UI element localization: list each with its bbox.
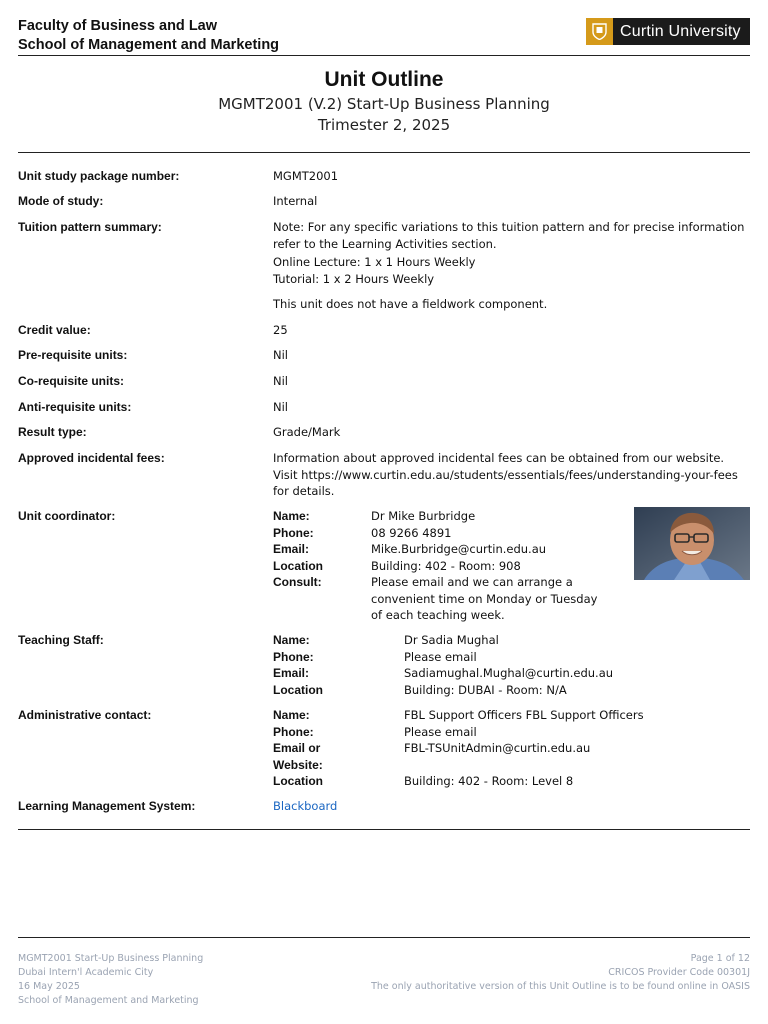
shield-icon [586,18,613,45]
coordinator-phone: 08 9266 4891 [371,525,452,540]
term-title: Trimester 2, 2025 [317,116,451,134]
admin-email-label-1: Email or [273,741,321,755]
admin-location-label: Location [273,774,323,788]
coordinator-email-label: Email: [273,542,310,556]
faculty-name: Faculty of Business and Law [18,18,218,34]
admin-name-label: Name: [273,708,310,722]
antireq-value: Nil [273,400,288,414]
coordinator-name: Dr Mike Burbridge [371,509,476,523]
coordinator-photo [634,507,750,580]
coordinator-location: Building: 402 - Room: 908 [371,558,521,573]
footer-right [371,952,750,994]
school-name: School of Management and Marketing [18,37,280,53]
footer-page: Page 1 of 12 [690,953,750,964]
coordinator-phone-label: Phone: [273,525,314,540]
coordinator-email[interactable]: Mike.Burbridge@curtin.edu.au [371,542,547,556]
lms-label: Learning Management System: [18,799,196,813]
result-value: Grade/Mark [273,425,341,439]
admin-email[interactable]: FBL-TSUnitAdmin@curtin.edu.au [404,741,591,755]
footer-campus: Dubai Intern'l Academic City [18,967,154,978]
teaching-email-label: Email: [273,666,310,680]
footer-authority: The only authoritative version of this Unit Outline is to be found online in OASIS [371,981,750,992]
admin-name: FBL Support Officers FBL Support Officers [404,708,644,722]
footer-date: 16 May 2025 [18,981,80,992]
tuition-lecture: Online Lecture: 1 x 1 Hours Weekly [273,255,476,269]
antireq-label: Anti-requisite units: [18,400,132,414]
tuition-tutorial: Tutorial: 1 x 2 Hours Weekly [273,272,435,286]
teaching-location: Building: DUBAI - Room: N/A [404,682,567,697]
teaching-label: Teaching Staff: [18,633,104,647]
blackboard-link[interactable]: Blackboard [273,799,338,813]
footer-school: School of Management and Marketing [18,995,199,1006]
teaching-phone: Please email [404,649,477,664]
admin-email-label-2: Website: [273,757,323,772]
credit-label: Credit value: [18,323,91,337]
prereq-value: Nil [273,348,288,362]
unit-title: MGMT2001 (V.2) Start-Up Business Planning [218,95,550,113]
teaching-email[interactable]: Sadiamughal.Mughal@curtin.edu.au [404,666,614,680]
mode-value: Internal [273,194,318,208]
credit-value: 25 [273,323,288,337]
fees-value: Information about approved incidental fees can be obtained from our website. Visit https://www.curtin.edu.au/students/essentials/fees/understanding-your-fees for details. [273,451,738,498]
teaching-name-label: Name: [273,633,310,647]
teaching-phone-label: Phone: [273,649,314,664]
result-label: Result type: [18,425,87,439]
curtin-logo [586,18,750,45]
faculty-header [18,17,279,55]
coordinator-label: Unit coordinator: [18,509,116,523]
title-divider [18,152,750,153]
coordinator-consult: Please email and we can arrange a convenient time on Monday or Tuesday of each teaching week. [371,575,598,622]
tuition-fieldwork: This unit does not have a fieldwork component. [273,297,548,311]
prereq-label: Pre-requisite units: [18,348,128,362]
coreq-value: Nil [273,374,288,388]
body-divider [18,829,750,830]
header-divider [18,55,750,56]
study-package-label: Unit study package number: [18,169,180,183]
footer-cricos: CRICOS Provider Code 00301J [608,967,750,978]
tuition-label: Tuition pattern summary: [18,220,162,234]
coordinator-name-label: Name: [273,509,310,523]
coordinator-location-label: Location [273,558,323,573]
tuition-note: Note: For any specific variations to this tuition pattern and for precise information refer to the Learning Activities section. [273,220,745,251]
study-package-value: MGMT2001 [273,169,339,183]
teaching-location-label: Location [273,682,323,697]
title-block [0,66,768,136]
mode-label: Mode of study: [18,194,104,208]
admin-location: Building: 402 - Room: Level 8 [404,774,574,788]
footer-left [18,952,203,1008]
coordinator-consult-label: Consult: [273,575,322,589]
footer-unit: MGMT2001 Start-Up Business Planning [18,953,204,964]
admin-phone: Please email [404,724,477,739]
admin-phone-label: Phone: [273,724,314,739]
fees-label: Approved incidental fees: [18,451,165,465]
coreq-label: Co-requisite units: [18,374,125,388]
page-title: Unit Outline [324,68,444,91]
logo-text: Curtin University [620,22,741,40]
teaching-name: Dr Sadia Mughal [404,633,499,647]
footer-divider [18,937,750,938]
admin-label: Administrative contact: [18,708,152,722]
